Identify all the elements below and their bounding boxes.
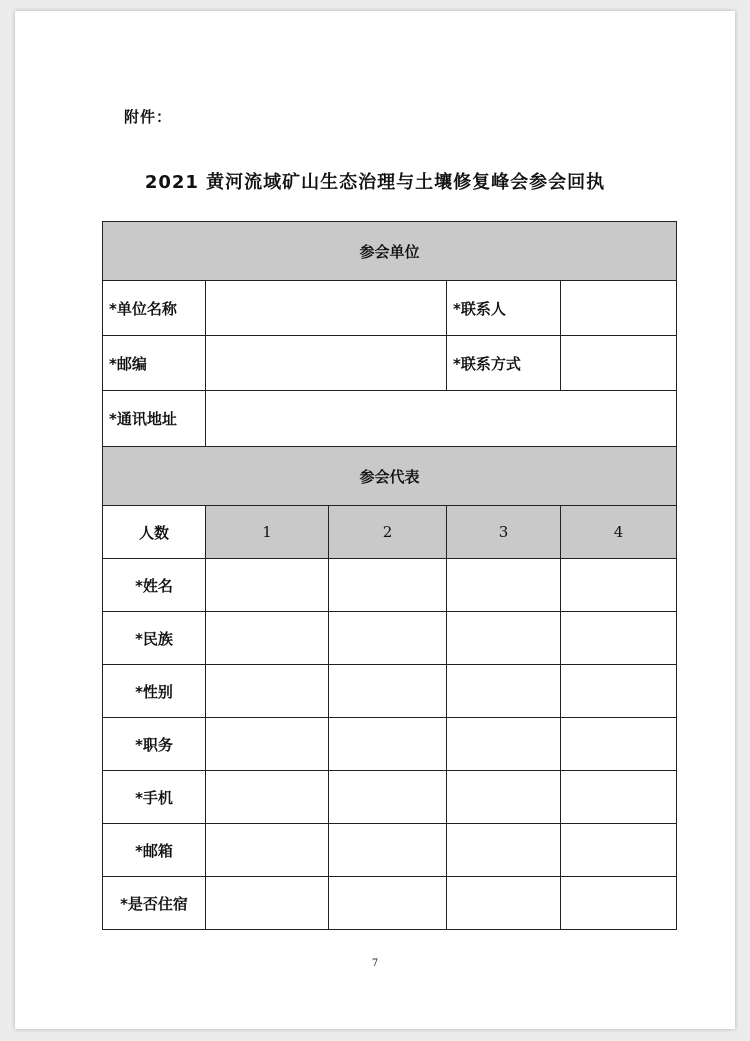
rep-email-field[interactable]	[329, 824, 447, 877]
rep-name-field[interactable]	[561, 559, 677, 612]
rep-position-field[interactable]	[447, 718, 561, 771]
rep-accommodation-field[interactable]	[447, 877, 561, 930]
document-page	[15, 11, 735, 1029]
rep-mobile-field[interactable]	[206, 771, 329, 824]
attachment-label: 附件：	[124, 108, 173, 126]
rep-position-field[interactable]	[329, 718, 447, 771]
rep-email-field[interactable]	[561, 824, 677, 877]
page-number: 7	[371, 958, 379, 969]
rep-row-label-position: *职务	[103, 718, 206, 771]
rep-row-label-email: *邮箱	[103, 824, 206, 877]
document-title: 2021 黄河流域矿山生态治理与土壤修复峰会参会回执	[144, 172, 606, 193]
rep-ethnicity-field[interactable]	[561, 612, 677, 665]
rep-email-field[interactable]	[206, 824, 329, 877]
rep-column-number: 4	[561, 506, 677, 559]
rep-ethnicity-field[interactable]	[329, 612, 447, 665]
address-label: *通讯地址	[103, 391, 206, 447]
rep-gender-field[interactable]	[561, 665, 677, 718]
rep-accommodation-field[interactable]	[206, 877, 329, 930]
rep-gender-field[interactable]	[329, 665, 447, 718]
rep-column-number: 3	[447, 506, 561, 559]
rep-position-field[interactable]	[561, 718, 677, 771]
rep-name-field[interactable]	[329, 559, 447, 612]
rep-row-label-mobile: *手机	[103, 771, 206, 824]
rep-row-label-gender: *性别	[103, 665, 206, 718]
rep-ethnicity-field[interactable]	[447, 612, 561, 665]
rep-name-field[interactable]	[447, 559, 561, 612]
postcode-field[interactable]	[206, 336, 447, 391]
postcode-label: *邮编	[103, 336, 206, 391]
contact-method-field[interactable]	[561, 336, 677, 391]
rep-mobile-field[interactable]	[561, 771, 677, 824]
registration-form-table	[102, 221, 677, 930]
rep-accommodation-field[interactable]	[329, 877, 447, 930]
rep-accommodation-field[interactable]	[561, 877, 677, 930]
rep-gender-field[interactable]	[206, 665, 329, 718]
rep-position-field[interactable]	[206, 718, 329, 771]
unit-section-header: 参会单位	[103, 222, 677, 281]
rep-mobile-field[interactable]	[447, 771, 561, 824]
contact-method-label: *联系方式	[447, 336, 561, 391]
contact-person-label: *联系人	[447, 281, 561, 336]
unit-name-field[interactable]	[206, 281, 447, 336]
rep-row-label-ethnicity: *民族	[103, 612, 206, 665]
rep-email-field[interactable]	[447, 824, 561, 877]
rep-gender-field[interactable]	[447, 665, 561, 718]
unit-name-label: *单位名称	[103, 281, 206, 336]
rep-ethnicity-field[interactable]	[206, 612, 329, 665]
count-label: 人数	[103, 506, 206, 559]
rep-section-header: 参会代表	[103, 447, 677, 506]
rep-row-label-accommodation: *是否住宿	[103, 877, 206, 930]
address-field[interactable]	[206, 391, 677, 447]
rep-column-number: 1	[206, 506, 329, 559]
rep-column-number: 2	[329, 506, 447, 559]
rep-row-label-name: *姓名	[103, 559, 206, 612]
rep-mobile-field[interactable]	[329, 771, 447, 824]
rep-name-field[interactable]	[206, 559, 329, 612]
contact-person-field[interactable]	[561, 281, 677, 336]
